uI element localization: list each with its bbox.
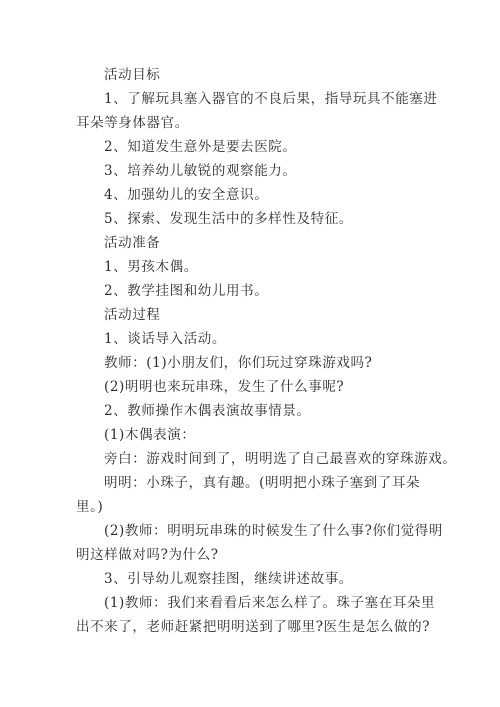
goal-1-line-2: 耳朵等身体器官。 <box>76 115 189 131</box>
mingming-line-2: 里。) <box>76 499 104 515</box>
goal-2: 2、知道发生意外是要去医院。 <box>104 139 297 155</box>
teacher-question-3-line-2: 明这样做对吗?为什么? <box>76 547 219 563</box>
preparation-1: 1、男孩木偶。 <box>104 259 198 275</box>
heading-activity-goals: 活动目标 <box>104 67 161 83</box>
process-step-2: 2、教师操作木偶表演故事情景。 <box>104 403 311 419</box>
mingming-line-1: 明明：小珠子，真有趣。(明明把小珠子塞到了耳朵 <box>104 475 421 491</box>
teacher-question-2: (2)明明也来玩串珠，发生了什么事呢? <box>104 379 345 395</box>
teacher-question-4-line-2: 出不来了，老师赶紧把明明送到了哪里?医生是怎么做的? <box>76 619 431 635</box>
puppet-show-label: (1)木偶表演： <box>104 427 196 443</box>
goal-3: 3、培养幼儿敏锐的观察能力。 <box>104 163 297 179</box>
goal-1-line-1: 1、了解玩具塞入器官的不良后果，指导玩具不能塞进 <box>104 91 438 107</box>
narration-line: 旁白：游戏时间到了，明明选了自己最喜欢的穿珠游戏。 <box>104 451 457 467</box>
goal-4: 4、加强幼儿的安全意识。 <box>104 187 269 203</box>
teacher-question-4-line-1: (1)教师：我们来看看后来怎么样了。珠子塞在耳朵里 <box>104 595 436 611</box>
teacher-question-1: 教师：(1)小朋友们，你们玩过穿珠游戏吗? <box>104 355 373 371</box>
teacher-question-3-line-1: (2)教师：明明玩串珠的时候发生了什么事?你们觉得明 <box>104 523 443 539</box>
process-step-1: 1、谈话导入活动。 <box>104 331 226 347</box>
goal-5: 5、探索、发现生活中的多样性及特征。 <box>104 211 353 227</box>
preparation-2: 2、教学挂图和幼儿用书。 <box>104 283 269 299</box>
heading-activity-process: 活动过程 <box>104 307 161 323</box>
heading-activity-preparation: 活动准备 <box>104 235 161 251</box>
process-step-3: 3、引导幼儿观察挂图，继续讲述故事。 <box>104 571 353 587</box>
